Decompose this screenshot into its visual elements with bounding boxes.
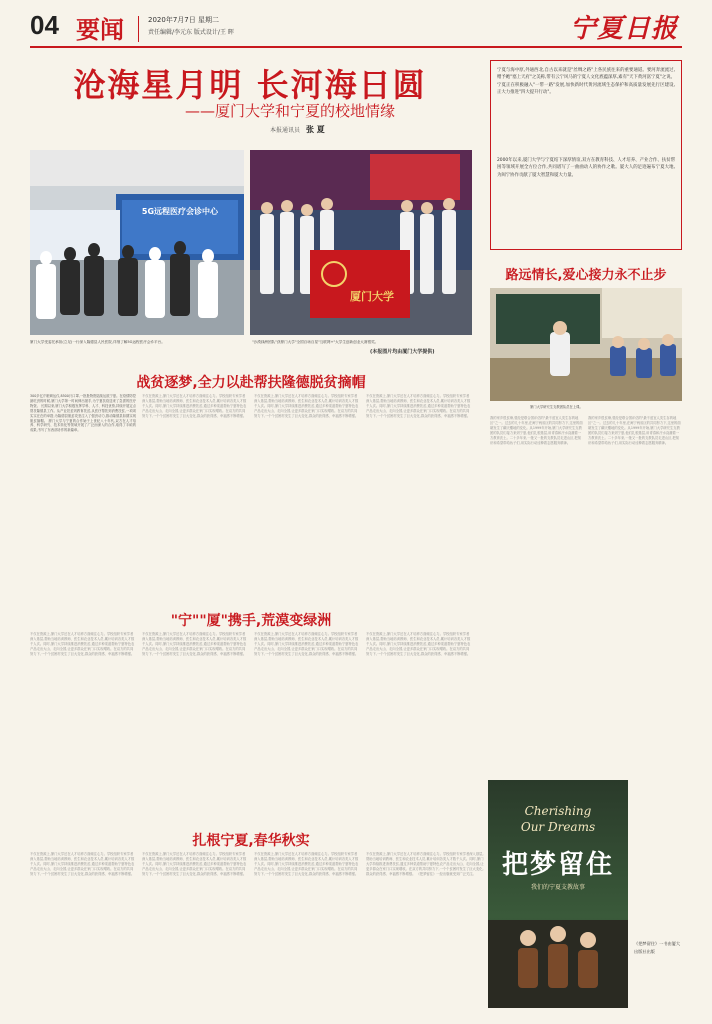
intro-text-2: 2000年以来,厦门大学与宁夏结下深厚情谊,双方在教育科技、人才培养、产业合作、扶贫帮困等领域开展全方位合作,共同谱写了一曲曲动人的协作之歌。厦大人的足迹遍布宁夏大地,为闽宁协作贡献了厦大智慧和厦大力量。 [497,158,675,178]
ningxia-col-1: 不仅在资源上,厦门大学还在人才培养方面倾注心力。学校组织专家学者深入基层,帮助当地培训教师、医生和农业技术人员,累计培训各类人才数千人次。同时,厦门大学持续推进消费扶贫,通过多种渠道帮助宁夏特色农产品走出大山、走向全国,让更多群众在家门口实现增收。在双方的共同努力下,一个个贫困村发生了巨大变化,群众的获得感、幸福感不断增强。 [30,632,135,656]
root-col-4-text: 不仅在资源上,厦门大学还在人才培养方面倾注心力。学校组织专家学者深入基层,帮助当地培训教师、医生和农业技术人员,累计培训各类人才数千人次。同时,厦门大学持续推进消费扶贫,通过多种渠道帮助宁夏特色农产品走出大山、走向全国,让更多群众在家门口实现增收。在双方的共同努力下,一个个贫困村发生了巨大变化,群众的获得感、幸福感不断增强。 [366,852,484,876]
masthead-divider [138,16,139,42]
poverty-p2: 长期以来,厦门大学积极发挥学科、人才、科技优势,持续开展定点帮扶隆德县工作。从产业扶贫到教育扶贫,从医疗帮扶到消费扶贫,一项项实实在在的举措,为隆德县脱贫攻坚注入了强劲动力,推动隆德县如期实现脱贫摘帽。 [30,403,136,423]
sidebar-column-text-2: 我的家乡很贫瘠,曾经是联合国评估的"最不适宜人类生存的地区"之一。过去的几十年里,在闽宁两省区的共同努力下,这里的面貌发生了翻天覆地的变化。从1999年开始,厦门大学研究生支教团的队员们接力来到宁夏,他们扎根基层,用青春和汗水浇灌着一方教育沃土。二十多年来,一批又一批的支教队员走进山区,把知识和希望带给孩子们,用实际行动诠释着志愿服务精神。 [588,416,681,445]
root-col-1: 不仅在资源上,厦门大学还在人才培养方面倾注心力。学校组织专家学者深入基层,帮助当地培训教师、医生和农业技术人员,累计培训各类人才数千人次。同时,厦门大学持续推进消费扶贫,通过多种渠道帮助宁夏特色农产品走出大山、走向全国,让更多群众在家门口实现增收。在双方的共同努力下,一个个贫困村发生了巨大变化,群众的获得感、幸福感不断增强。 [30,852,135,876]
ningxia-col-2: 不仅在资源上,厦门大学还在人才培养方面倾注心力。学校组织专家学者深入基层,帮助当地培训教师、医生和农业技术人员,累计培训各类人才数千人次。同时,厦门大学持续推进消费扶贫,通过多种渠道帮助宁夏特色农产品走出大山、走向全国,让更多群众在家门口实现增收。在双方的共同努力下,一个个贫困村发生了巨大变化,群众的获得感、幸福感不断增强。 [142,632,247,656]
book-cover [488,780,628,1008]
sidebar-section-title: 路远情长,爱心接力永不止步 [505,268,667,283]
classroom-caption: 厦门大学研究生支教团队员在上课。 [530,405,583,409]
masthead [30,8,682,52]
poverty-p3: 厦门大学与宁夏的合作始于上世纪八十年代,双方在人才培养、科学研究、技术转化等领域开展了广泛而深入的合作,取得了丰硕的成果,书写了东西部协作的新篇章。 [30,418,136,433]
root-col-3: 不仅在资源上,厦门大学还在人才培养方面倾注心力。学校组织专家学者深入基层,帮助当地培训教师、医生和农业技术人员,累计培训各类人才数千人次。同时,厦门大学持续推进消费扶贫,通过多种渠道帮助宁夏特色农产品走出大山、走向全国,让更多群众在家门口实现增收。在双方的共同努力下,一个个贫困村发生了巨大变化,群众的获得感、幸福感不断增强。 [254,852,359,876]
root-col-4 [366,852,484,1014]
root-section-title: 扎根宁夏,春华秋实 [192,833,310,849]
poverty-section-title: 战贫逐梦,全力以赴帮扶隆德脱贫摘帽 [136,375,366,391]
photo-telemedicine-caption: 厦门大学受委托承担(立足)一行深入隆德县人民医院,详细了解5G远程医疗会诊平台。 [30,340,165,344]
book-title-en-1: Cherishing [524,804,592,818]
team-banner-text: 厦门大学 [350,290,394,303]
intro-box [490,60,682,250]
paper-name: 宁夏日报 [569,14,678,44]
intro-text: 宁夏与海中原,外通西北,自古以来就是"丝绸之路"上各民族往来的重要通道。要河奔流流过,赠予她"塞上天府"之美称,带有云宁风马的宁夏人文化底蕴深厚,素有"天下黄河富宁夏"之说。宁夏正在积极融入"一带一路"发展,加快新时代黄河流域生态保护和高质量发展先行区建设,正大力推进"四大提升行动"。 [497,68,675,96]
lead-subtitle: ——厦门大学和宁夏的校地情缘 [184,102,395,120]
masthead-rule [30,46,682,48]
byline-label: 本报通讯员 [270,127,301,134]
photo-credit: (本报图片均由厦门大学提供) [370,349,435,355]
ningxia-section-title: "宁""厦"携手,荒漠变绿洲 [170,613,332,629]
byline-name: 张 夏 [305,125,325,134]
root-col-2: 不仅在资源上,厦门大学还在人才培养方面倾注心力。学校组织专家学者深入基层,帮助当地培训教师、医生和农业技术人员,累计培训各类人才数千人次。同时,厦门大学持续推进消费扶贫,通过多种渠道帮助宁夏特色农产品走出大山、走向全国,让更多群众在家门口实现增收。在双方的共同努力下,一个个贫困村发生了巨大变化,群众的获得感、幸福感不断增强。 [142,852,247,876]
photo-team-caption: "沙漠绿洲团队"获厦门大学"全国百场百星"互联网+"大学生创新创业大赛银奖。 [252,340,379,344]
lead-title: 沧海星月明 长河海日圆 [73,66,427,104]
section-label: 要闻 [76,16,124,44]
date-line: 2020年7月7日 星期二 [148,16,219,24]
book-caption: 《把梦留住》一书由厦大出版社出版 [634,941,681,954]
book-title-cn: 把梦留住 [501,850,614,880]
poverty-col-2: 不仅在资源上,厦门大学还在人才培养方面倾注心力。学校组织专家学者深入基层,帮助当地培训教师、医生和农业技术人员,累计培训各类人才数千人次。同时,厦门大学持续推进消费扶贫,通过多种渠道帮助宁夏特色农产品走出大山、走向全国,让更多群众在家门口实现增收。在双方的共同努力下,一个个贫困村发生了巨大变化,群众的获得感、幸福感不断增强。 [142,394,247,418]
photo-telemedicine [30,150,244,335]
book-title-en-2: Our Dreams [520,820,596,834]
ningxia-col-3: 不仅在资源上,厦门大学还在人才培养方面倾注心力。学校组织专家学者深入基层,帮助当地培训教师、医生和农业技术人员,累计培训各类人才数千人次。同时,厦门大学持续推进消费扶贫,通过多种渠道帮助宁夏特色农产品走出大山、走向全国,让更多群众在家门口实现增收。在双方的共同努力下,一个个贫困村发生了巨大变化,群众的获得感、幸福感不断增强。 [254,632,359,656]
poverty-col-1 [30,394,136,602]
sidebar-column-text-1: 我的家乡很贫瘠,曾经是联合国评估的"最不适宜人类生存的地区"之一。过去的几十年里,在闽宁两省区的共同努力下,这里的面貌发生了翻天覆地的变化。从1999年开始,厦门大学研究生支教团的队员们接力来到宁夏,他们扎根基层,用青春和汗水浇灌着一方教育沃土。二十多年来,一批又一批的支教队员走进山区,把知识和希望带给孩子们,用实际行动诠释着志愿服务精神。 [490,416,583,445]
book-subtitle-cn: 我们的宁夏支教故事 [530,884,585,891]
telemedicine-sign: 5G远程医疗会诊中心 [141,207,219,216]
poverty-col-3: 不仅在资源上,厦门大学还在人才培养方面倾注心力。学校组织专家学者深入基层,帮助当地培训教师、医生和农业技术人员,累计培训各类人才数千人次。同时,厦门大学持续推进消费扶贫,通过多种渠道帮助宁夏特色农产品走出大山、走向全国,让更多群众在家门口实现增收。在双方的共同努力下,一个个贫困村发生了巨大变化,群众的获得感、幸福感不断增强。 [254,394,359,418]
photo-classroom [490,288,682,401]
book-note: 《把梦留住》一经出版就受到广泛关注。 [416,871,476,876]
poverty-col-4: 不仅在资源上,厦门大学还在人才培养方面倾注心力。学校组织专家学者深入基层,帮助当地培训教师、医生和农业技术人员,累计培训各类人才数千人次。同时,厦门大学持续推进消费扶贫,通过多种渠道帮助宁夏特色农产品走出大山、走向全国,让更多群众在家门口实现增收。在双方的共同努力下,一个个贫困村发生了巨大变化,群众的获得感、幸福感不断增强。 [366,394,471,418]
editor-line: 责任编辑/李元东 版式设计/王 晖 [148,29,234,36]
ningxia-col-4: 不仅在资源上,厦门大学还在人才培养方面倾注心力。学校组织专家学者深入基层,帮助当地培训教师、医生和农业技术人员,累计培训各类人才数千人次。同时,厦门大学持续推进消费扶贫,通过多种渠道帮助宁夏特色农产品走出大山、走向全国,让更多群众在家门口实现增收。在双方的共同努力下,一个个贫困村发生了巨大变化,群众的获得感、幸福感不断增强。 [366,632,471,656]
page-number: 04 [30,10,59,40]
byline [270,124,325,135]
photo-team [250,150,472,335]
poverty-p1: 300多亿斤粮调运仅,8500只口罩,一批批物资陆续运抵宁夏。在疫情防控最吃劲的时候,厦门大学第一时间伸出援手,为宁夏抗疫送来了急需的医疗物资。 [30,394,136,408]
